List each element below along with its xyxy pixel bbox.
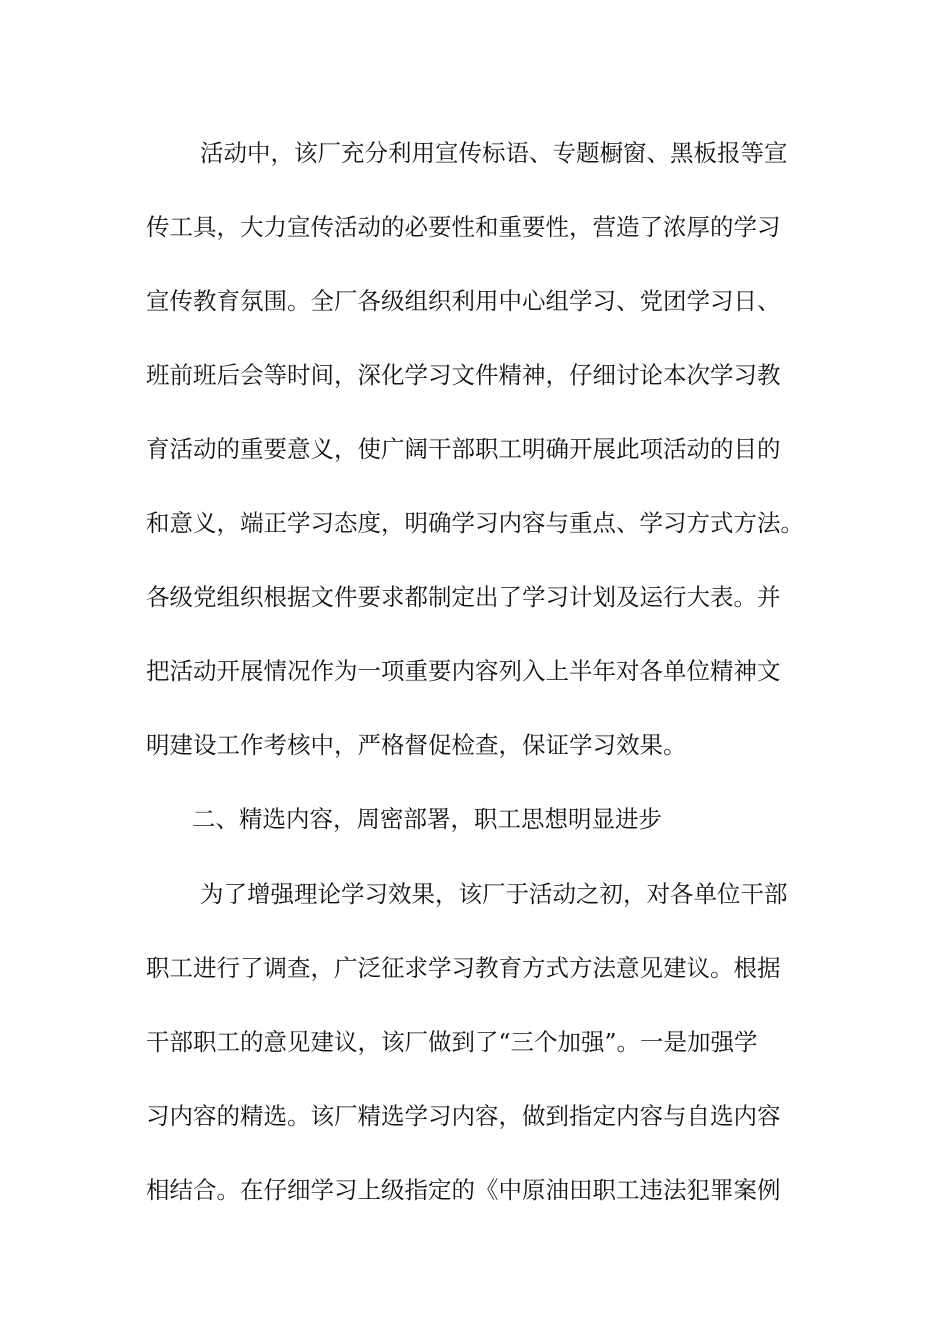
text-line: 相结合。在仔细学习上级指定的《中原油田职工违法犯罪案例 [146,1176,781,1204]
section-heading: 二、精选内容，周密部署，职工思想明显进步 [192,805,662,833]
text-line: 活动中，该厂充分利用宣传标语、专题橱窗、黑板报等宣 [200,139,788,167]
text-line: 职工进行了调查，广泛征求学习教育方式方法意见建议。根据 [146,954,781,982]
text-line: 育活动的重要意义，使广阔干部职工明确开展此项活动的目的 [146,435,781,463]
text-line: 和意义，端正学习态度，明确学习内容与重点、学习方式方法。 [146,509,804,537]
text-line: 明建设工作考核中，严格督促检查，保证学习效果。 [146,731,687,759]
text-line: 干部职工的意见建议，该厂做到了“三个加强”。一是加强学 [146,1028,758,1056]
text-line: 宣传教育氛围。全厂各级组织利用中心组学习、党团学习日、 [146,287,781,315]
text-line: 班前班后会等时间，深化学习文件精神，仔细讨论本次学习教 [146,361,781,389]
text-line: 传工具，大力宣传活动的必要性和重要性，营造了浓厚的学习 [146,213,781,241]
text-line: 为了增强理论学习效果，该厂于活动之初，对各单位干部 [200,880,788,908]
text-line: 把活动开展情况作为一项重要内容列入上半年对各单位精神文 [146,657,781,685]
text-line: 习内容的精选。该厂精选学习内容，做到指定内容与自选内容 [146,1102,781,1130]
text-line: 各级党组织根据文件要求都制定出了学习计划及运行大表。并 [146,583,781,611]
